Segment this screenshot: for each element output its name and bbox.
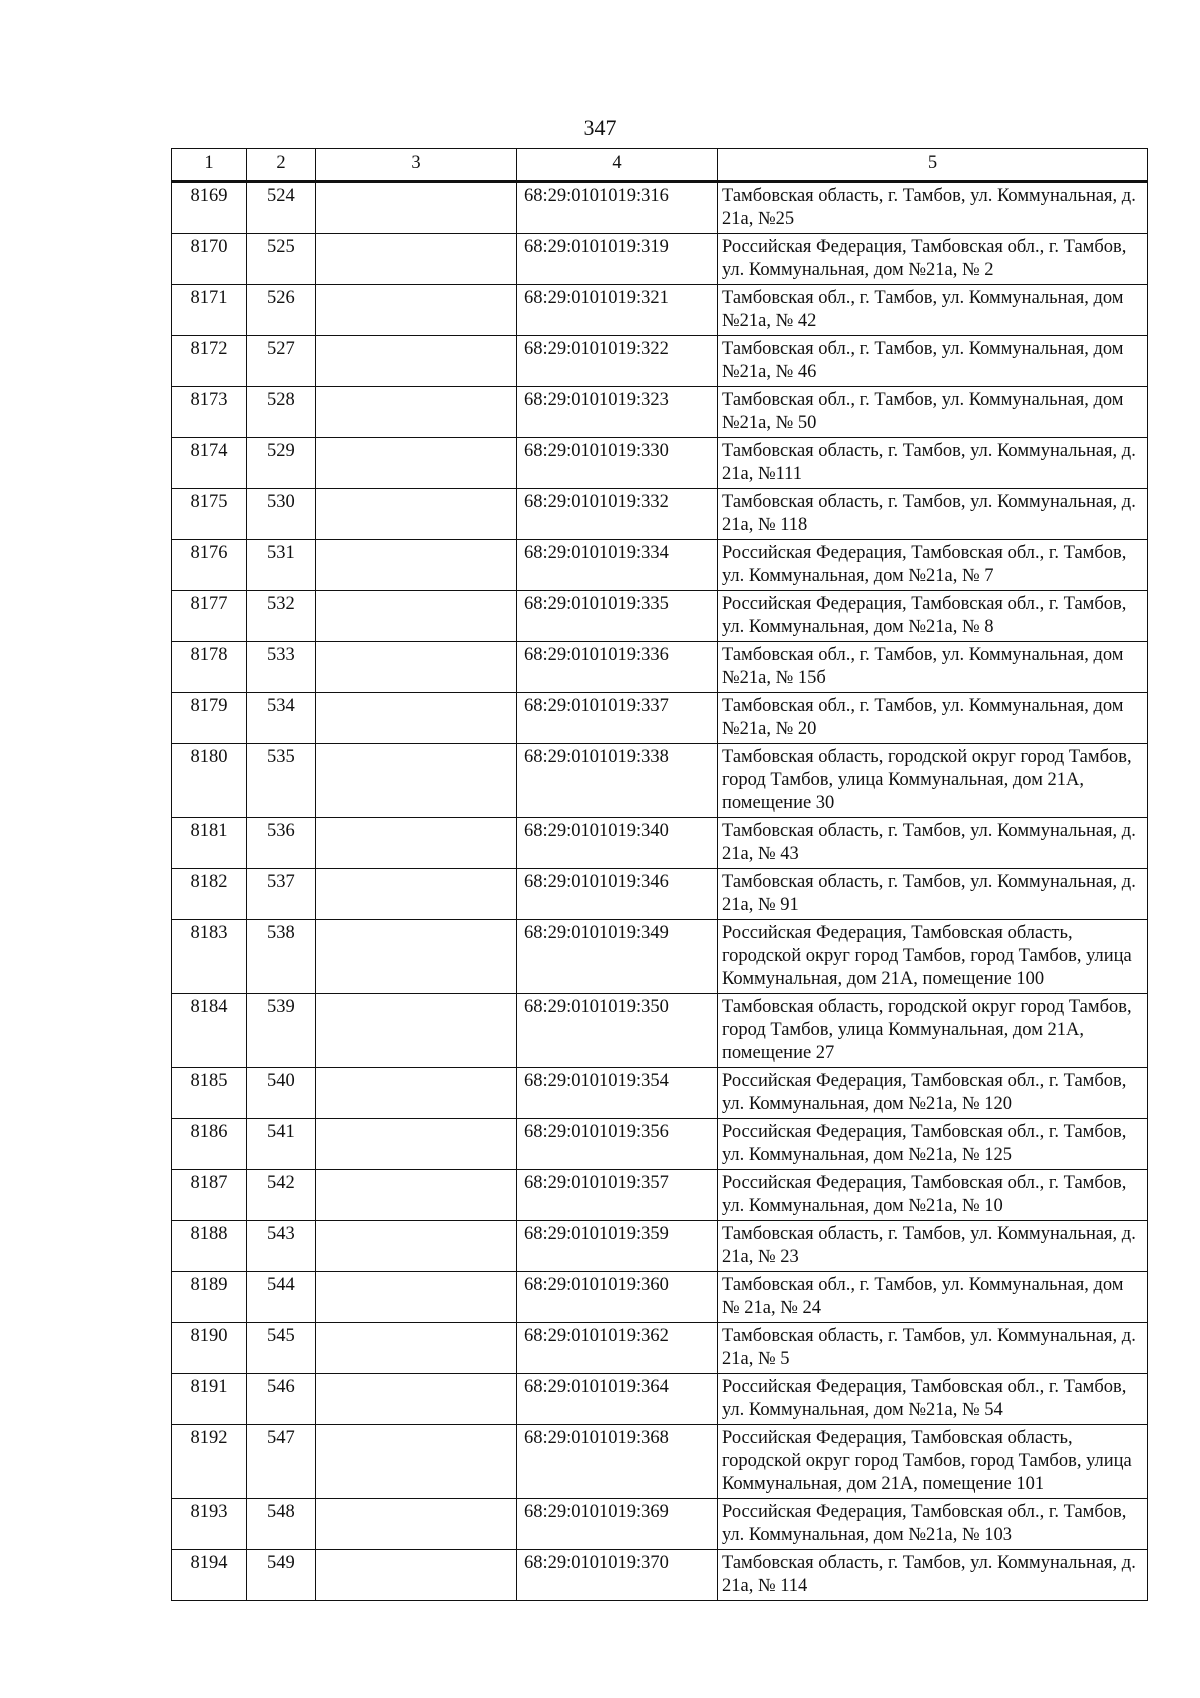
row-index-cell: 8188 — [172, 1221, 247, 1272]
cadastral-number-cell: 68:29:0101019:356 — [517, 1119, 718, 1170]
address-cell: Российская Федерация, Тамбовская обл., г. Тамбов, ул. Коммунальная, дом №21а, № 2 — [718, 234, 1148, 285]
column-header-5: 5 — [718, 149, 1148, 182]
item-number-cell: 547 — [247, 1425, 316, 1499]
empty-cell — [316, 1068, 517, 1119]
table-row — [172, 1119, 1148, 1170]
row-index-cell: 8190 — [172, 1323, 247, 1374]
column-header-1: 1 — [172, 149, 247, 182]
item-number-cell: 528 — [247, 387, 316, 438]
item-number-cell: 543 — [247, 1221, 316, 1272]
empty-cell — [316, 591, 517, 642]
item-number-cell: 540 — [247, 1068, 316, 1119]
row-index-cell: 8179 — [172, 693, 247, 744]
cadastral-number-cell: 68:29:0101019:346 — [517, 869, 718, 920]
row-index-cell: 8172 — [172, 336, 247, 387]
table-row — [172, 1170, 1148, 1221]
row-index-cell: 8169 — [172, 182, 247, 234]
cadastral-number-cell: 68:29:0101019:336 — [517, 642, 718, 693]
item-number-cell: 548 — [247, 1499, 316, 1550]
address-cell: Российская Федерация, Тамбовская область, городской округ город Тамбов, город Тамбов, улица Коммунальная, дом 21А, помещение 101 — [718, 1425, 1148, 1499]
cadastral-number-cell: 68:29:0101019:369 — [517, 1499, 718, 1550]
empty-cell — [316, 1272, 517, 1323]
address-cell: Российская Федерация, Тамбовская обл., г. Тамбов, ул. Коммунальная, дом №21а, № 125 — [718, 1119, 1148, 1170]
row-index-cell: 8184 — [172, 994, 247, 1068]
cadastral-number-cell: 68:29:0101019:359 — [517, 1221, 718, 1272]
row-index-cell: 8185 — [172, 1068, 247, 1119]
row-index-cell: 8186 — [172, 1119, 247, 1170]
cadastral-number-cell: 68:29:0101019:362 — [517, 1323, 718, 1374]
table-row — [172, 438, 1148, 489]
row-index-cell: 8171 — [172, 285, 247, 336]
cadastral-number-cell: 68:29:0101019:316 — [517, 182, 718, 234]
table-row — [172, 591, 1148, 642]
empty-cell — [316, 489, 517, 540]
cadastral-number-cell: 68:29:0101019:335 — [517, 591, 718, 642]
empty-cell — [316, 1119, 517, 1170]
row-index-cell: 8170 — [172, 234, 247, 285]
table-row — [172, 285, 1148, 336]
row-index-cell: 8180 — [172, 744, 247, 818]
address-cell: Тамбовская обл., г. Тамбов, ул. Коммунальная, дом № 21а, № 24 — [718, 1272, 1148, 1323]
header-row — [172, 149, 1148, 182]
cadastral-number-cell: 68:29:0101019:368 — [517, 1425, 718, 1499]
cadastral-number-cell: 68:29:0101019:370 — [517, 1550, 718, 1601]
empty-cell — [316, 438, 517, 489]
item-number-cell: 524 — [247, 182, 316, 234]
item-number-cell: 546 — [247, 1374, 316, 1425]
empty-cell — [316, 1170, 517, 1221]
row-index-cell: 8182 — [172, 869, 247, 920]
address-cell: Тамбовская область, г. Тамбов, ул. Коммунальная, д. 21а, № 43 — [718, 818, 1148, 869]
empty-cell — [316, 1323, 517, 1374]
address-cell: Российская Федерация, Тамбовская обл., г. Тамбов, ул. Коммунальная, дом №21а, № 103 — [718, 1499, 1148, 1550]
empty-cell — [316, 1425, 517, 1499]
address-cell: Тамбовская область, г. Тамбов, ул. Коммунальная, д. 21а, № 5 — [718, 1323, 1148, 1374]
empty-cell — [316, 994, 517, 1068]
table-row — [172, 1068, 1148, 1119]
table-row — [172, 1323, 1148, 1374]
empty-cell — [316, 1550, 517, 1601]
table-row — [172, 994, 1148, 1068]
table-row — [172, 1272, 1148, 1323]
item-number-cell: 529 — [247, 438, 316, 489]
empty-cell — [316, 540, 517, 591]
item-number-cell: 541 — [247, 1119, 316, 1170]
row-index-cell: 8192 — [172, 1425, 247, 1499]
item-number-cell: 525 — [247, 234, 316, 285]
table-row — [172, 540, 1148, 591]
table-row — [172, 744, 1148, 818]
registry-table — [171, 148, 1148, 1601]
row-index-cell: 8176 — [172, 540, 247, 591]
row-index-cell: 8178 — [172, 642, 247, 693]
empty-cell — [316, 387, 517, 438]
address-cell: Тамбовская область, г. Тамбов, ул. Коммунальная, д. 21а, № 114 — [718, 1550, 1148, 1601]
empty-cell — [316, 642, 517, 693]
item-number-cell: 545 — [247, 1323, 316, 1374]
item-number-cell: 537 — [247, 869, 316, 920]
table-row — [172, 693, 1148, 744]
cadastral-number-cell: 68:29:0101019:330 — [517, 438, 718, 489]
address-cell: Российская Федерация, Тамбовская обл., г. Тамбов, ул. Коммунальная, дом №21а, № 54 — [718, 1374, 1148, 1425]
item-number-cell: 534 — [247, 693, 316, 744]
address-cell: Тамбовская область, г. Тамбов, ул. Коммунальная, д. 21а, № 91 — [718, 869, 1148, 920]
empty-cell — [316, 1499, 517, 1550]
table-row — [172, 234, 1148, 285]
address-cell: Российская Федерация, Тамбовская область, городской округ город Тамбов, город Тамбов, улица Коммунальная, дом 21А, помещение 100 — [718, 920, 1148, 994]
cadastral-number-cell: 68:29:0101019:334 — [517, 540, 718, 591]
address-cell: Тамбовская область, г. Тамбов, ул. Коммунальная, д. 21а, №25 — [718, 182, 1148, 234]
row-index-cell: 8189 — [172, 1272, 247, 1323]
row-index-cell: 8177 — [172, 591, 247, 642]
column-header-3: 3 — [316, 149, 517, 182]
column-header-4: 4 — [517, 149, 718, 182]
cadastral-number-cell: 68:29:0101019:350 — [517, 994, 718, 1068]
empty-cell — [316, 234, 517, 285]
item-number-cell: 531 — [247, 540, 316, 591]
item-number-cell: 539 — [247, 994, 316, 1068]
page-number: 347 — [583, 115, 617, 140]
item-number-cell: 549 — [247, 1550, 316, 1601]
address-cell: Тамбовская обл., г. Тамбов, ул. Коммунальная, дом №21а, № 42 — [718, 285, 1148, 336]
row-index-cell: 8181 — [172, 818, 247, 869]
table-row — [172, 336, 1148, 387]
cadastral-number-cell: 68:29:0101019:322 — [517, 336, 718, 387]
row-index-cell: 8183 — [172, 920, 247, 994]
cadastral-number-cell: 68:29:0101019:319 — [517, 234, 718, 285]
item-number-cell: 527 — [247, 336, 316, 387]
address-cell: Тамбовская область, г. Тамбов, ул. Коммунальная, д. 21а, № 118 — [718, 489, 1148, 540]
table-row — [172, 1550, 1148, 1601]
empty-cell — [316, 182, 517, 234]
item-number-cell: 533 — [247, 642, 316, 693]
empty-cell — [316, 285, 517, 336]
address-cell: Тамбовская область, г. Тамбов, ул. Коммунальная, д. 21а, № 23 — [718, 1221, 1148, 1272]
empty-cell — [316, 336, 517, 387]
cadastral-number-cell: 68:29:0101019:323 — [517, 387, 718, 438]
item-number-cell: 535 — [247, 744, 316, 818]
item-number-cell: 544 — [247, 1272, 316, 1323]
cadastral-number-cell: 68:29:0101019:321 — [517, 285, 718, 336]
empty-cell — [316, 1374, 517, 1425]
row-index-cell: 8175 — [172, 489, 247, 540]
row-index-cell: 8187 — [172, 1170, 247, 1221]
table-row — [172, 818, 1148, 869]
address-cell: Тамбовская обл., г. Тамбов, ул. Коммунальная, дом №21а, № 50 — [718, 387, 1148, 438]
cadastral-number-cell: 68:29:0101019:360 — [517, 1272, 718, 1323]
address-cell: Российская Федерация, Тамбовская обл., г. Тамбов, ул. Коммунальная, дом №21а, № 120 — [718, 1068, 1148, 1119]
address-cell: Российская Федерация, Тамбовская обл., г. Тамбов, ул. Коммунальная, дом №21а, № 7 — [718, 540, 1148, 591]
empty-cell — [316, 744, 517, 818]
address-cell: Тамбовская область, городской округ город Тамбов, город Тамбов, улица Коммунальная, дом 21А, помещение 30 — [718, 744, 1148, 818]
empty-cell — [316, 693, 517, 744]
cadastral-number-cell: 68:29:0101019:364 — [517, 1374, 718, 1425]
empty-cell — [316, 869, 517, 920]
table-row — [172, 489, 1148, 540]
cadastral-number-cell: 68:29:0101019:332 — [517, 489, 718, 540]
cadastral-number-cell: 68:29:0101019:338 — [517, 744, 718, 818]
table-row — [172, 869, 1148, 920]
address-cell: Тамбовская область, г. Тамбов, ул. Коммунальная, д. 21а, №111 — [718, 438, 1148, 489]
item-number-cell: 536 — [247, 818, 316, 869]
table-header — [172, 149, 1148, 182]
table-row — [172, 1374, 1148, 1425]
cadastral-number-cell: 68:29:0101019:357 — [517, 1170, 718, 1221]
row-index-cell: 8174 — [172, 438, 247, 489]
address-cell: Российская Федерация, Тамбовская обл., г. Тамбов, ул. Коммунальная, дом №21а, № 8 — [718, 591, 1148, 642]
item-number-cell: 532 — [247, 591, 316, 642]
address-cell: Тамбовская обл., г. Тамбов, ул. Коммунальная, дом №21а, № 15б — [718, 642, 1148, 693]
item-number-cell: 530 — [247, 489, 316, 540]
cadastral-number-cell: 68:29:0101019:354 — [517, 1068, 718, 1119]
address-cell: Тамбовская обл., г. Тамбов, ул. Коммунальная, дом №21а, № 20 — [718, 693, 1148, 744]
row-index-cell: 8191 — [172, 1374, 247, 1425]
table-row — [172, 182, 1148, 234]
table-row — [172, 1499, 1148, 1550]
cadastral-number-cell: 68:29:0101019:340 — [517, 818, 718, 869]
table-row — [172, 920, 1148, 994]
column-header-2: 2 — [247, 149, 316, 182]
item-number-cell: 542 — [247, 1170, 316, 1221]
table-row — [172, 1221, 1148, 1272]
address-cell: Тамбовская область, городской округ город Тамбов, город Тамбов, улица Коммунальная, дом 21А, помещение 27 — [718, 994, 1148, 1068]
table-row — [172, 642, 1148, 693]
table-body — [172, 182, 1148, 1601]
empty-cell — [316, 818, 517, 869]
item-number-cell: 526 — [247, 285, 316, 336]
address-cell: Российская Федерация, Тамбовская обл., г. Тамбов, ул. Коммунальная, дом №21а, № 10 — [718, 1170, 1148, 1221]
empty-cell — [316, 920, 517, 994]
cadastral-number-cell: 68:29:0101019:349 — [517, 920, 718, 994]
table-row — [172, 387, 1148, 438]
table-row — [172, 1425, 1148, 1499]
address-cell: Тамбовская обл., г. Тамбов, ул. Коммунальная, дом №21а, № 46 — [718, 336, 1148, 387]
cadastral-number-cell: 68:29:0101019:337 — [517, 693, 718, 744]
row-index-cell: 8194 — [172, 1550, 247, 1601]
empty-cell — [316, 1221, 517, 1272]
row-index-cell: 8193 — [172, 1499, 247, 1550]
item-number-cell: 538 — [247, 920, 316, 994]
row-index-cell: 8173 — [172, 387, 247, 438]
